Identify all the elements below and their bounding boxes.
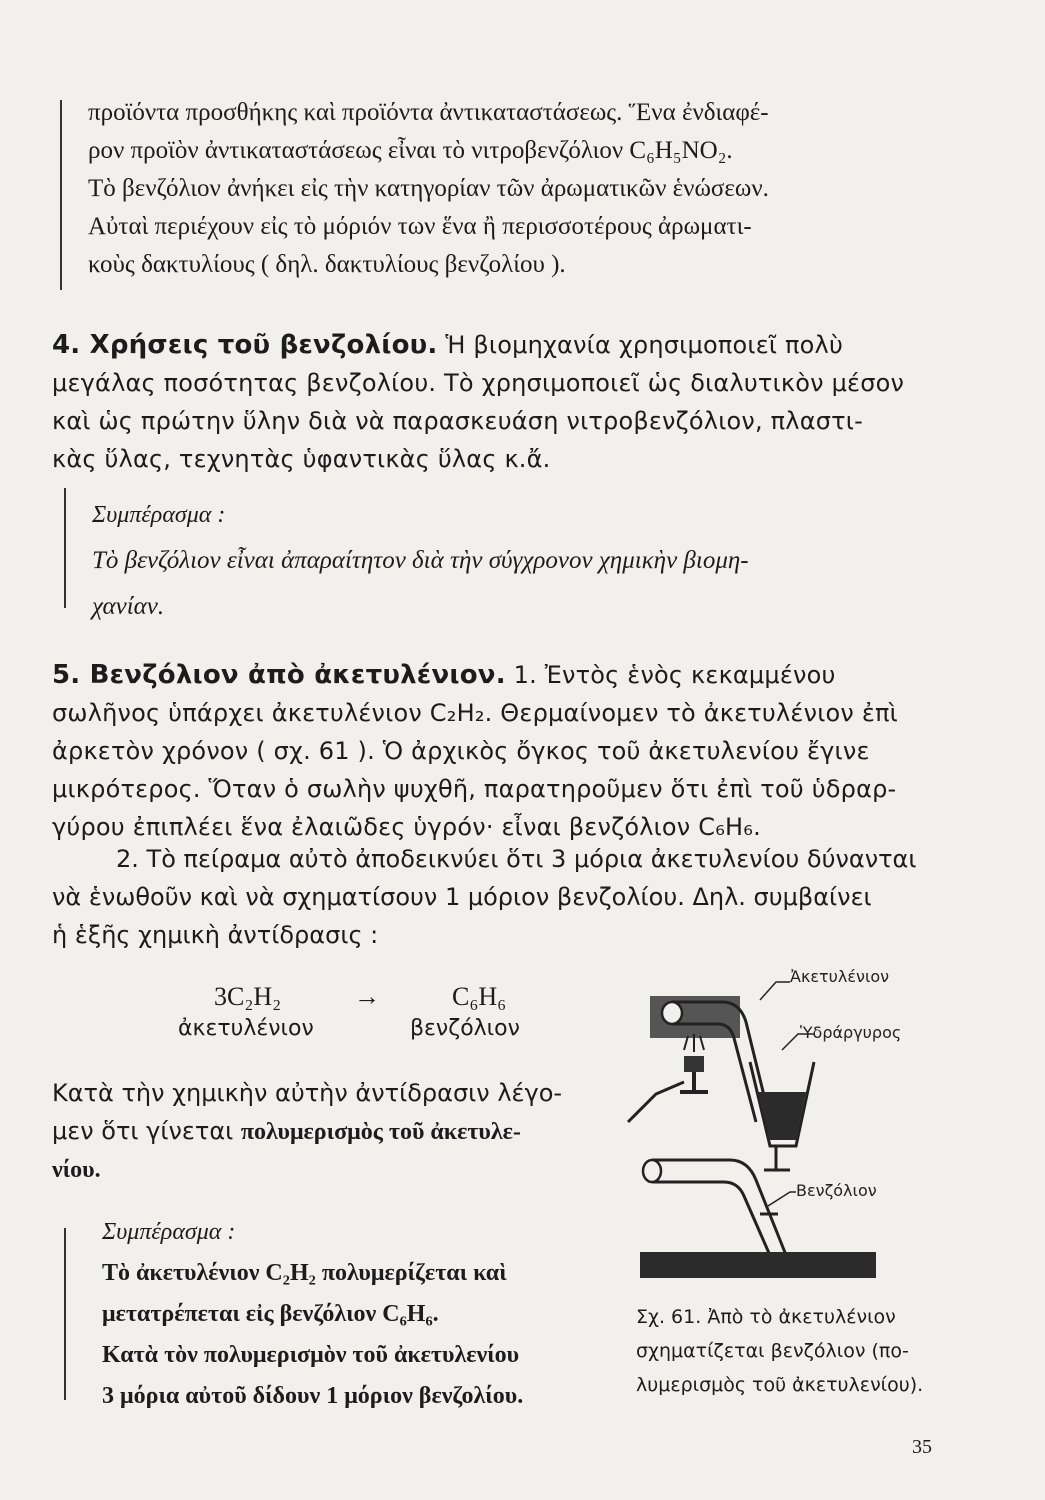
text-line: σχηματίζεται βενζόλιον (πο- bbox=[636, 1340, 909, 1362]
section-heading: 4. Χρήσεις τοῦ βενζολίου. bbox=[52, 330, 438, 360]
label-mercury: Ὑδράργυρος bbox=[800, 1023, 902, 1042]
equation-arrow: → bbox=[354, 982, 380, 1011]
equation-reactant-name: ἀκετυλένιον bbox=[178, 1016, 314, 1041]
text-line: καὶ ὡς πρώτην ὕλην διὰ νὰ παρασκευάση νιτροβενζόλιον, πλαστι- bbox=[52, 407, 863, 435]
text-line: κοὺς δακτυλίους ( δηλ. δακτυλίους βενζολίου ). bbox=[88, 251, 566, 278]
equation-product: C₆H₆ bbox=[452, 982, 507, 1011]
leader-line bbox=[768, 1192, 796, 1206]
text-line: μεν ὅτι γίνεται bbox=[52, 1117, 241, 1145]
label-acetylene: Ἀκετυλένιον bbox=[790, 967, 890, 986]
text-line: Κατὰ τὸν πολυμερισμὸν τοῦ ἀκετυλενίου bbox=[102, 1342, 520, 1368]
page-number: 35 bbox=[912, 1436, 932, 1458]
label-benzene: Βενζόλιον bbox=[796, 1181, 877, 1200]
text-line: Ἡ βιομηχανία χρησιμοποιεῖ πολὺ bbox=[445, 331, 844, 359]
figure-caption bbox=[636, 1300, 956, 1402]
text-line: Τὸ ἀκετυλένιον C₂H₂ πολυμερίζεται καὶ bbox=[102, 1260, 507, 1286]
text-line: 3 μόρια αὐτοῦ δίδουν 1 μόριον βενζολίου. bbox=[102, 1383, 524, 1409]
paragraph-3 bbox=[52, 1074, 612, 1189]
bent-tube-top-inner bbox=[672, 1024, 756, 1122]
text-line: νὰ ἑνωθοῦν καὶ νὰ σχηματίσουν 1 μόριον βενζολίου. Δηλ. συμβαίνει bbox=[52, 883, 872, 911]
tube-end bbox=[662, 1002, 682, 1024]
summary-text bbox=[92, 538, 932, 630]
margin-rule bbox=[64, 488, 66, 608]
text-line: μεγάλας ποσότητας βενζολίου. Τὸ χρησιμοποιεῖ ὡς διαλυτικὸν μέσον bbox=[52, 369, 905, 397]
emphasis-term: νίου. bbox=[52, 1157, 101, 1183]
emphasis-term: πολυμερισμὸς τοῦ ἀκετυλε- bbox=[240, 1119, 521, 1145]
equation-product-name: βενζόλιον bbox=[410, 1016, 520, 1041]
summary-2 bbox=[102, 1212, 622, 1417]
section-4 bbox=[52, 326, 942, 478]
text-line: Τὸ βενζόλιον ἀνήκει εἰς τὴν κατηγορίαν τῶν ἀρωματικῶν ἑνώσεων. bbox=[88, 175, 769, 202]
figure-61-apparatus bbox=[600, 960, 940, 1290]
flame-icon bbox=[684, 1034, 704, 1052]
mercury-base bbox=[640, 1252, 876, 1278]
text-line: σωλῆνος ὑπάρχει ἀκετυλένιον C₂H₂. Θερμαίνομεν τὸ ἀκετυλένιον ἐπὶ bbox=[52, 699, 898, 727]
summary-label: Συμπέρασμα : bbox=[92, 502, 226, 528]
margin-rule bbox=[60, 100, 62, 290]
summary-label: Συμπέρασμα : bbox=[102, 1219, 236, 1245]
gas-hose bbox=[628, 1082, 684, 1122]
text-line: γύρου ἐπιπλέει ἕνα ἐλαιῶδες ὑγρόν· εἶναι βενζόλιον C₆H₆. bbox=[52, 813, 761, 841]
text-line: μικρότερος. Ὅταν ὁ σωλὴν ψυχθῆ, παρατηροῦμεν ὅτι ἐπὶ τοῦ ὑδραρ- bbox=[52, 775, 897, 803]
paragraph-1 bbox=[88, 94, 938, 284]
text-line: 2. Τὸ πείραμα αὐτὸ ἀποδεικνύει ὅτι 3 μόρια ἀκετυλενίου δύνανται bbox=[116, 845, 917, 873]
margin-rule bbox=[64, 1228, 66, 1400]
paragraph-2 bbox=[52, 840, 942, 954]
text-line: κὰς ὕλας, τεχνητὰς ὑφαντικὰς ὕλας κ.ἄ. bbox=[52, 445, 551, 473]
section-5 bbox=[52, 656, 942, 846]
text-line: χανίαν. bbox=[92, 593, 165, 620]
text-line: ἡ ἑξῆς χημικὴ ἀντίδρασις : bbox=[52, 921, 379, 949]
leader-line bbox=[760, 982, 790, 1000]
bent-tube-bottom bbox=[652, 1160, 788, 1260]
text-line: προϊόντα προσθήκης καὶ προϊόντα ἀντικαταστάσεως. Ἕνα ἐνδιαφέ- bbox=[88, 99, 769, 126]
burner bbox=[684, 1056, 704, 1072]
text-line: Σχ. 61. Ἀπὸ τὸ ἀκετυλένιον bbox=[636, 1306, 896, 1328]
text-line: ἀρκετὸν χρόνον ( σχ. 61 ). Ὁ ἀρχικὸς ὄγκος τοῦ ἀκετυλενίου ἔγινε bbox=[52, 737, 870, 765]
text-line: Αὐταὶ περιέχουν εἰς τὸ μόριόν των ἕνα ἢ περισσοτέρους ἀρωματι- bbox=[88, 213, 752, 240]
text-line: μετατρέπεται εἰς βενζόλιον C₆H₆. bbox=[102, 1301, 439, 1327]
tube-end bbox=[643, 1160, 661, 1182]
burner-stand bbox=[680, 1072, 708, 1092]
equation-reactant: 3C₂H₂ bbox=[214, 982, 282, 1011]
bent-tube-bottom-inner bbox=[652, 1182, 772, 1260]
text-line: λυμερισμὸς τοῦ ἀκετυλενίου). bbox=[636, 1374, 924, 1396]
section-heading: 5. Βενζόλιον ἀπὸ ἀκετυλένιον. bbox=[52, 660, 506, 690]
text-line: ρον προϊὸν ἀντικαταστάσεως εἶναι τὸ νιτροβενζόλιον C₆H₅NO₂. bbox=[88, 137, 733, 164]
text-line: Κατὰ τὴν χημικὴν αὐτὴν ἀντίδρασιν λέγο- bbox=[52, 1079, 563, 1107]
text-line: Τὸ βενζόλιον εἶναι ἀπαραίτητον διὰ τὴν σύγχρονον χημικὴν βιομη- bbox=[92, 547, 749, 574]
text-line: 1. Ἐντὸς ἑνὸς κεκαμμένου bbox=[513, 661, 836, 689]
vessel-stand bbox=[764, 1146, 790, 1170]
